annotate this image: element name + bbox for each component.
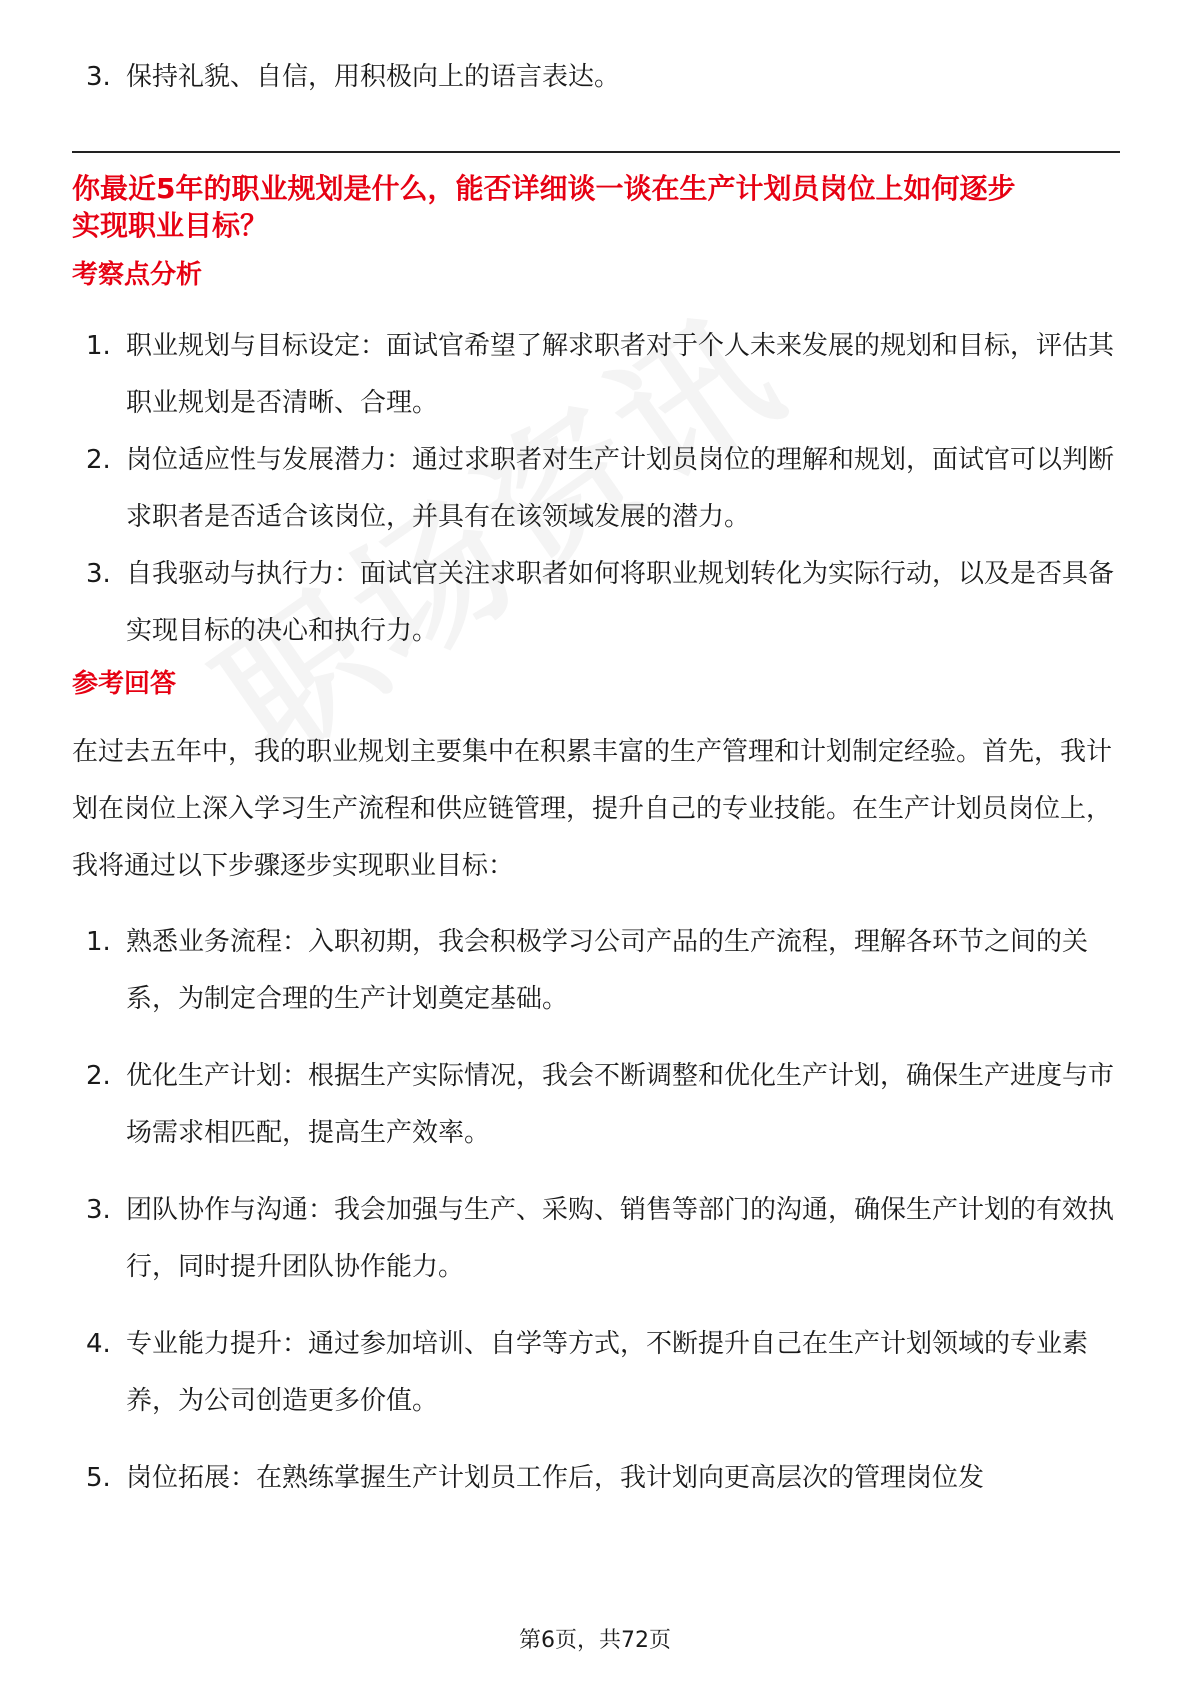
answer-intro: 在过去五年中，我的职业规划主要集中在积累丰富的生产管理和计划制定经验。首先，我计划在岗位上深入学习生产流程和供应链管理，提升自己的专业技能。在生产计划员岗位上，我将通过以下步骤逐步实现职业目标： bbox=[72, 737, 1113, 881]
list-number: 2. bbox=[86, 445, 111, 475]
list-number: 3. bbox=[86, 559, 111, 589]
list-number: 3. bbox=[86, 62, 111, 92]
page-footer: 第6页，共72页 bbox=[519, 1628, 671, 1653]
list-item-text: 自我驱动与执行力：面试官关注求职者如何将职业规划转化为实际行动，以及是否具备实现目标的决心和执行力。 bbox=[126, 559, 1115, 646]
answer-heading: 参考回答 bbox=[72, 669, 177, 699]
list-item-text: 岗位拓展：在熟练掌握生产计划员工作后，我计划向更高层次的管理岗位发 bbox=[126, 1463, 985, 1493]
list-item-text: 职业规划与目标设定：面试官希望了解求职者对于个人未来发展的规划和目标，评估其职业规划是否清晰、合理。 bbox=[126, 331, 1115, 418]
list-number: 1. bbox=[86, 331, 111, 361]
list-item-text: 优化生产计划：根据生产实际情况，我会不断调整和优化生产计划，确保生产进度与市场需求相匹配，提高生产效率。 bbox=[126, 1061, 1115, 1148]
list-item bbox=[72, 546, 1120, 660]
list-item bbox=[72, 1450, 1120, 1507]
answer-list bbox=[72, 914, 1120, 1507]
list-item-text: 岗位适应性与发展潜力：通过求职者对生产计划员岗位的理解和规划，面试官可以判断求职者是否适合该岗位，并具有在该领域发展的潜力。 bbox=[126, 445, 1115, 532]
list-number: 2. bbox=[86, 1061, 111, 1091]
list-item-text: 熟悉业务流程：入职初期，我会积极学习公司产品的生产流程，理解各环节之间的关系，为制定合理的生产计划奠定基础。 bbox=[126, 927, 1089, 1014]
list-item-text: 团队协作与沟通：我会加强与生产、采购、销售等部门的沟通，确保生产计划的有效执行，同时提升团队协作能力。 bbox=[126, 1195, 1115, 1282]
list-number: 4. bbox=[86, 1329, 111, 1359]
list-number: 5. bbox=[86, 1463, 111, 1493]
list-item bbox=[72, 1316, 1120, 1430]
analysis-heading: 考察点分析 bbox=[72, 260, 203, 290]
list-item-text: 专业能力提升：通过参加培训、自学等方式，不断提升自己在生产计划领域的专业素养，为公司创造更多价值。 bbox=[126, 1329, 1089, 1416]
list-item bbox=[72, 49, 1120, 106]
list-item bbox=[72, 432, 1120, 546]
list-item bbox=[72, 1182, 1120, 1296]
list-number: 1. bbox=[86, 927, 111, 957]
list-item bbox=[72, 1048, 1120, 1162]
list-number: 3. bbox=[86, 1195, 111, 1225]
section-divider bbox=[72, 151, 1120, 153]
list-item bbox=[72, 318, 1120, 432]
list-item-text: 保持礼貌、自信，用积极向上的语言表达。 bbox=[126, 62, 621, 92]
interview-question: 你最近5年的职业规划是什么，能否详细谈一谈在生产计划员岗位上如何逐步实现职业目标？ bbox=[72, 172, 1016, 242]
analysis-list bbox=[72, 318, 1120, 660]
list-item bbox=[72, 914, 1120, 1028]
